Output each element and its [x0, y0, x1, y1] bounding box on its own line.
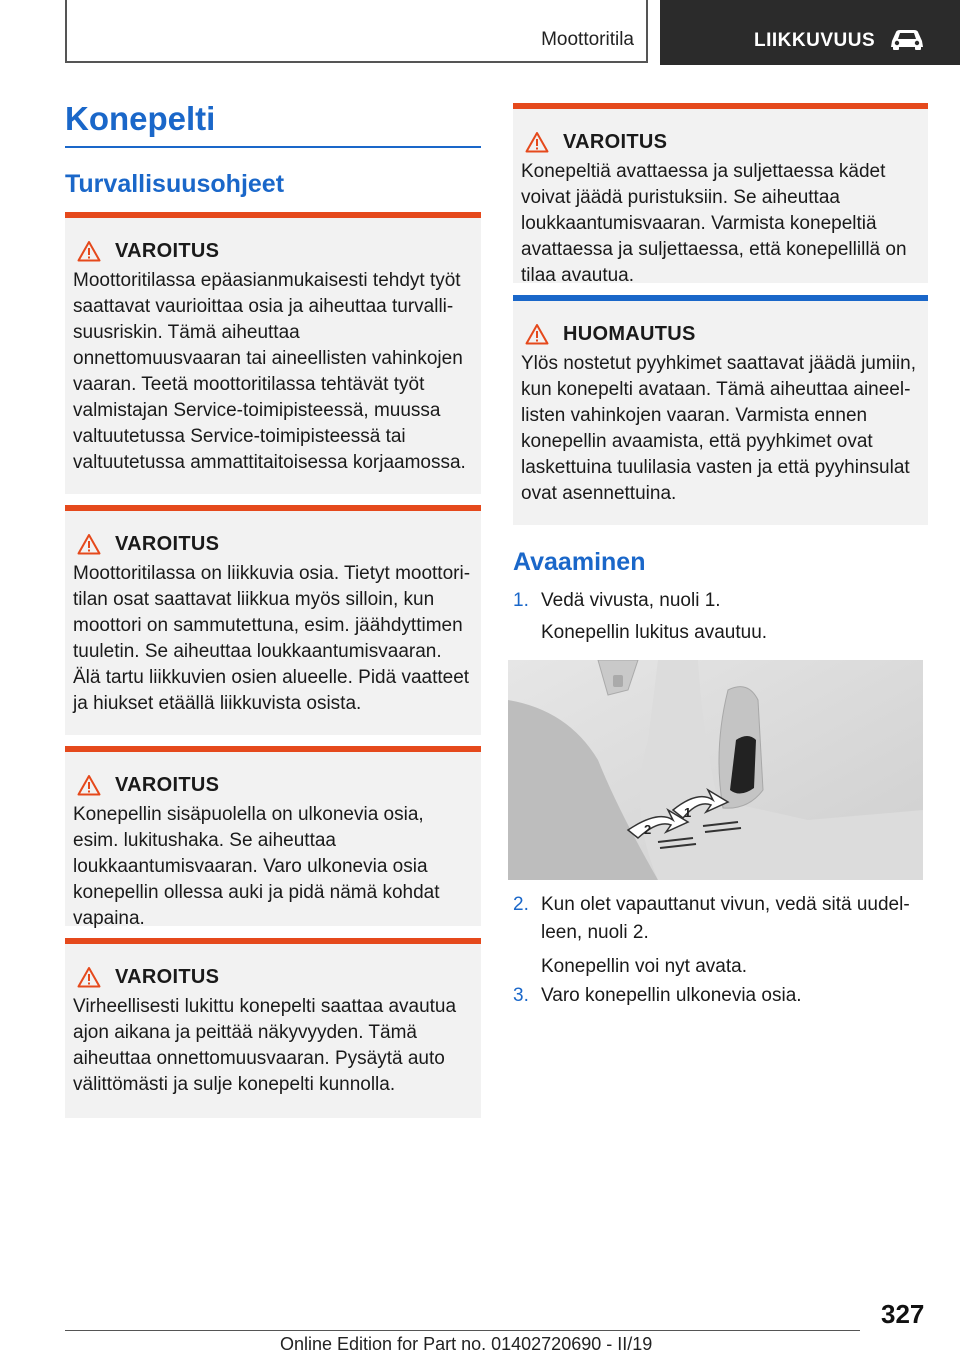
step-number: 3. — [513, 985, 529, 1006]
page-title: Konepelti — [65, 100, 216, 137]
step-result: Konepellin lukitus avautuu. — [541, 622, 768, 643]
note-box — [513, 295, 928, 525]
title-divider — [65, 146, 481, 148]
warning-triangle-icon — [77, 966, 101, 988]
step-text: Vedä vivusta, nuoli 1. — [541, 590, 721, 611]
warning-triangle-icon — [525, 131, 549, 153]
warning-title: VAROITUS — [115, 965, 220, 988]
step-result: Konepellin voi nyt avata. — [541, 956, 747, 977]
warning-triangle-icon — [77, 774, 101, 796]
warning-box — [513, 103, 928, 286]
note-title: HUOMAUTUS — [563, 322, 696, 345]
arrow-label-2: 2 — [644, 822, 652, 837]
note-text: Ylös nostetut pyyhkimet saattavat jäädä jumiin, kun konepelti avataan. Tämä aiheuttaa aineellisten vahinkojen vaaran. Varmista ennen konepellin avaamista, että pyyhkimet ovat laskettuina tuulilasia vasten ja että pyyhinsulat ovat asennettuina. — [521, 353, 916, 504]
edition-text: Online Edition for Part no. 01402720690 - II/19 — [280, 1334, 653, 1354]
car-icon — [888, 27, 926, 51]
section-title: Moottoritila — [541, 29, 634, 50]
warning-triangle-icon — [77, 533, 101, 555]
warning-text: Virheellisesti lukittu konepelti saattaa avautua ajon aikana ja peittää näkyvyyden. Tämä aiheuttaa onnettomuusvaaran. Pysäytä auto välittömästi ja sulje konepelti kunnolla. — [73, 996, 457, 1095]
warning-box — [65, 746, 481, 929]
step-number: 2. — [513, 894, 529, 915]
page-number: 327 — [881, 1299, 925, 1329]
warning-box — [65, 938, 481, 1118]
warning-title: VAROITUS — [115, 239, 220, 262]
opening-heading: Avaaminen — [513, 548, 646, 576]
safety-heading: Turvallisuusohjeet — [65, 170, 285, 198]
warning-text: Konepeltiä avattaessa ja suljettaessa kädet voivat jäädä puristuksiin. Se aiheuttaa loukkaantumisvaaran. Varmista konepeltiä avattaessa ja suljettaessa, että konepellillä on tilaa avautua. — [521, 161, 907, 286]
warning-title: VAROITUS — [115, 773, 220, 796]
step-text: Varo konepellin ulkonevia osia. — [541, 985, 802, 1006]
header-chapter-tab — [660, 0, 960, 65]
hood-release-illustration — [508, 660, 923, 880]
warning-text: Konepellin sisäpuolella on ulkonevia osia, esim. lukitushaka. Se aiheuttaa loukkaantumisvaaran. Varo ulkonevia osia konepellin ollessa auki ja pidä nämä kohdat vapaina. — [73, 804, 440, 929]
warning-title: VAROITUS — [115, 532, 220, 555]
warning-box — [65, 505, 481, 735]
warning-text: Moottoritilassa on liikkuvia osia. Tietyt moottoritilan osat saattavat liikkua myös silloin, kun moottori on sammutettuna, esim. jäähdyttimen tuuletin. Se aiheuttaa loukkaantumisvaaran. Älä tartu liikkuvien osien alueelle. Pidä vaatteet ja hiukset etäällä liikkuvista osista. — [73, 563, 471, 714]
warning-text: Moottoritilassa epäasianmukaisesti tehdyt työt saattavat vaurioittaa osia ja aiheuttaa turvallisuusriskin. Tämä aiheuttaa onnettomuusvaaran tai aineellisten vahinkojen vaaran. Teetä moottoritilassa tehtävät työt valmistajan Service-toimipisteessä, muussa valtuutetussa Service-toimipisteessä tai valtuutetussa ammattitaitoisessa korjaamossa. — [73, 270, 466, 473]
chapter-title: LIIKKUVUUS — [754, 30, 876, 51]
caution-triangle-icon — [525, 323, 549, 345]
warning-triangle-icon — [77, 240, 101, 262]
step-number: 1. — [513, 590, 529, 611]
footer-divider — [65, 1330, 860, 1331]
warning-title: VAROITUS — [563, 130, 668, 153]
header-section-tab — [65, 0, 648, 63]
arrow-label-1: 1 — [684, 805, 692, 820]
step-text: Kun olet vapauttanut vivun, vedä sitä uudelleen, nuoli 2. — [541, 894, 910, 943]
warning-box — [65, 212, 481, 494]
